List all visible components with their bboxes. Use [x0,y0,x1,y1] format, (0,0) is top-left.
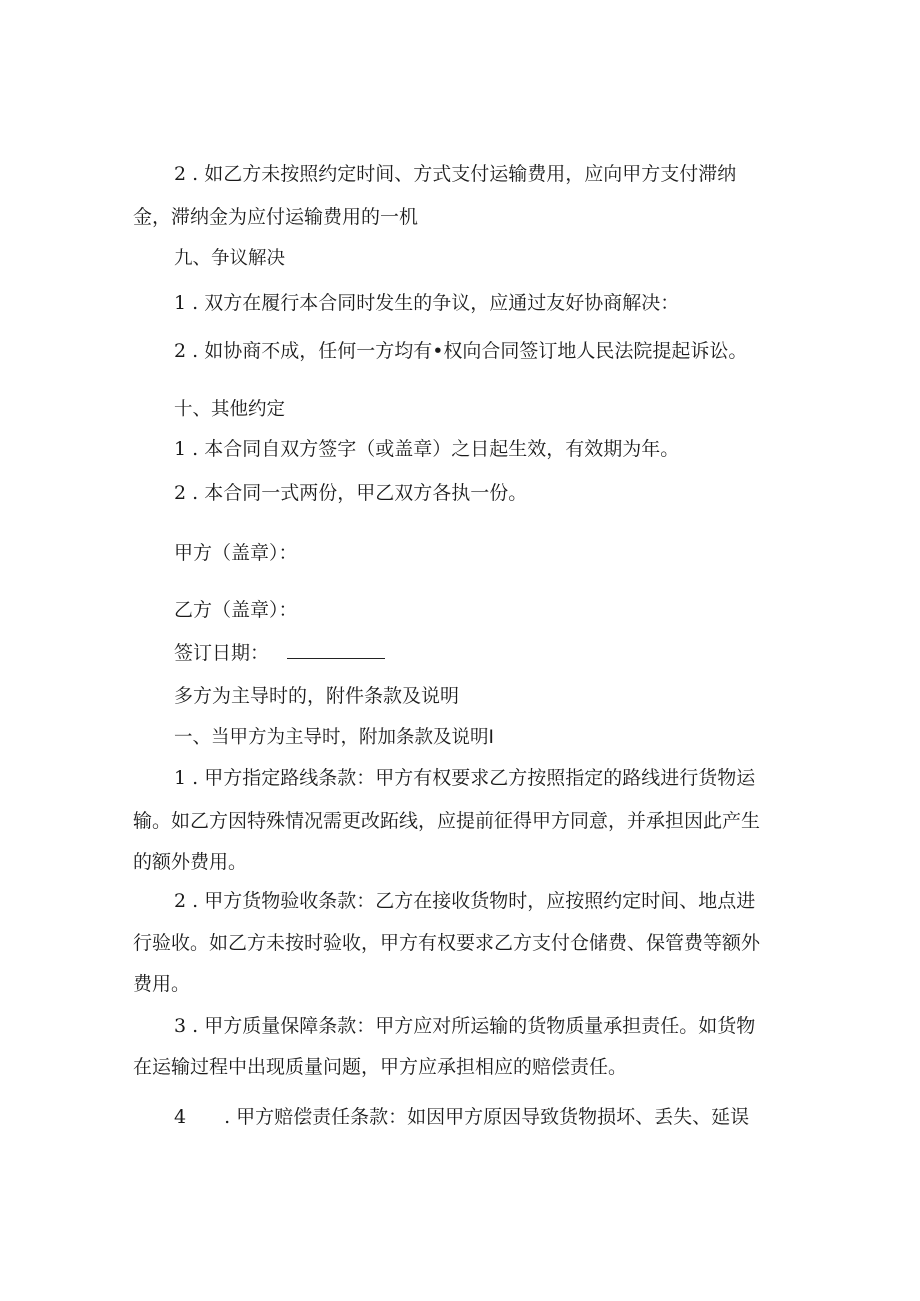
party-b-seal-label: 乙方（盖章）： [174,599,298,621]
appendix-item-2-line-3: 费用。 [133,973,191,995]
sign-date-row [174,641,385,665]
appendix-item-3-line-1: 3 . 甲方质量保障条款：甲方应对所运输的货物质量承担责任。如货物 [174,1015,756,1037]
section-10-item-1: 1 . 本合同自双方签字（或盖章）之日起生效，有效期为年。 [174,438,680,460]
appendix-item-1-line-3: 的额外费用。 [133,851,248,873]
appendix-item-2-line-1: 2 . 甲方货物验收条款：乙方在接收货物时，应按照约定时间、地点进 [174,890,756,912]
sign-date-label: 签订日期： [174,642,270,664]
clause-8-item-2-line-1: 2 . 如乙方未按照约定时间、方式支付运输费用，应向甲方支付滞纳 [174,163,737,185]
appendix-item-1-line-1: 1 . 甲方指定路线条款：甲方有权要求乙方按照指定的路线进行货物运 [174,767,756,789]
appendix-item-3-line-2: 在运输过程中出现质量问题，甲方应承担相应的赔偿责任。 [133,1056,628,1078]
clause-8-item-2-line-2: 金，滞纳金为应付运输费用的一机 [133,206,419,228]
appendix-item-2-line-2: 行验收。如乙方未按时验收，甲方有权要求乙方支付仓储费、保管费等额外 [133,932,761,954]
appendix-title: 多方为主导时的，附件条款及说明 [174,685,460,707]
section-10-item-2: 2 . 本合同一式两份，甲乙双方各执一份。 [174,482,528,504]
sign-date-blank [287,644,385,659]
appendix-section-1-heading: 一、当甲方为主导时，附加条款及说明I [174,727,494,748]
appendix-item-4-line-1: 4 . 甲方赔偿责任条款：如因甲方原因导致货物损坏、丢失、延误 [174,1106,750,1128]
section-9-item-1: 1 . 双方在履行本合同时发生的争议，应通过友好协商解决： [174,292,680,314]
appendix-item-1-line-2: 输。如乙方因特殊情况需更改跖线，应提前征得甲方同意，并承担因此产生 [133,810,761,832]
party-a-seal-label: 甲方（盖章）： [174,542,298,564]
section-9-item-2: 2 . 如协商不成，任何一方均有•权向合同签订地人民法院提起诉讼。 [174,340,748,362]
section-9-heading: 九、争议解决 [174,248,286,269]
section-10-heading: 十、其他约定 [174,399,286,420]
